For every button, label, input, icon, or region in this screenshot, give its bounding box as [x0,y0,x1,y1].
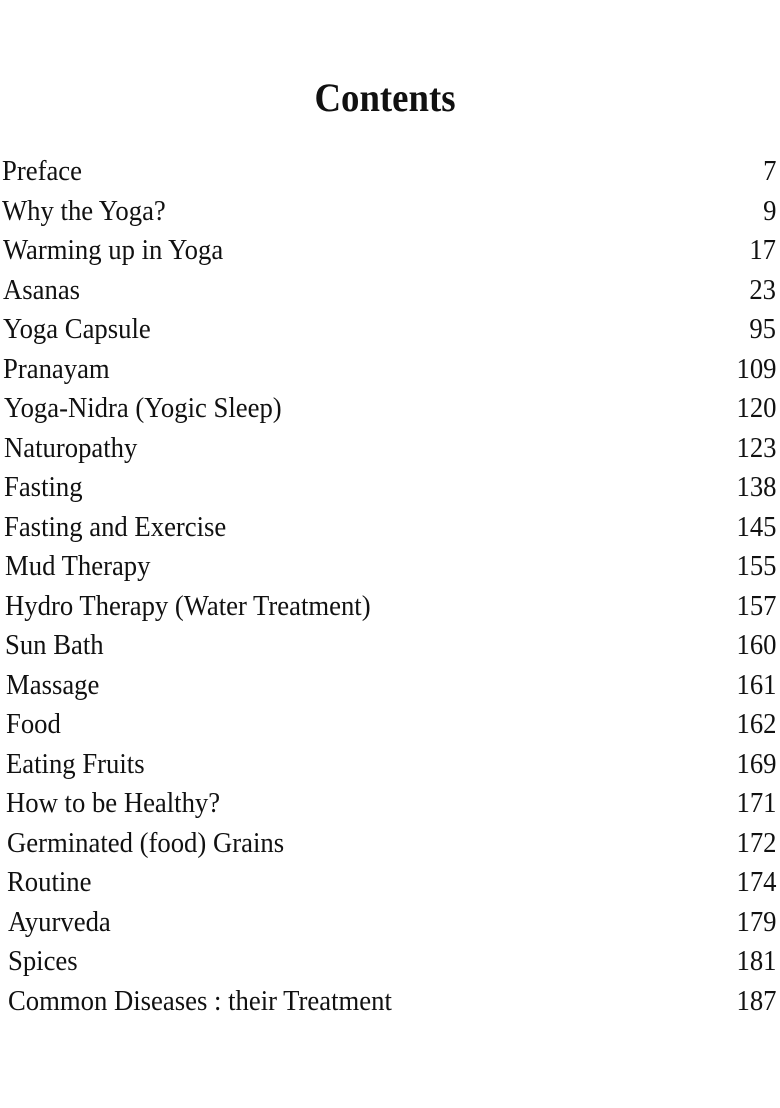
table-of-contents [0,152,780,1021]
toc-entry-label: Preface [2,155,82,187]
toc-entry-label: Hydro Therapy (Water Treatment) [5,589,371,622]
toc-entry-label: Sun Bath [5,629,104,661]
toc-entry-page: 155 [735,550,776,582]
toc-entry [0,745,780,785]
toc-entry [0,942,780,982]
toc-entry [0,626,780,666]
toc-entry-page: 9 [762,194,776,227]
toc-entry-label: Pranayam [3,352,110,385]
toc-entry-label: Naturopathy [4,431,138,464]
toc-entry-page: 17 [749,234,776,266]
toc-entry-page: 174 [735,866,776,898]
toc-entry-page: 160 [735,629,776,661]
toc-entry-label: Asanas [3,273,81,306]
toc-entry-label: Routine [7,866,92,898]
toc-entry [0,784,780,824]
toc-entry-label: Fasting and Exercise [4,510,227,543]
toc-entry-label: Fasting [4,471,83,503]
toc-entry-label: Eating Fruits [6,747,145,780]
toc-entry [0,508,780,548]
toc-entry-page: 172 [735,826,776,859]
toc-entry [0,547,780,587]
toc-entry-page: 23 [749,273,776,306]
toc-entry [0,587,780,627]
toc-entry-page: 145 [735,510,776,543]
toc-entry [0,824,780,864]
toc-entry-page: 138 [735,471,776,503]
toc-entry-page: 162 [735,708,776,740]
toc-entry-page: 123 [735,431,776,464]
toc-entry-label: Germinated (food) Grains [7,826,285,859]
toc-entry-page: 179 [735,905,776,938]
toc-entry [0,903,780,943]
toc-entry-page: 187 [735,984,776,1017]
toc-entry-label: Mud Therapy [5,550,151,582]
toc-entry [0,468,780,508]
page-title: Contents [314,75,456,120]
toc-entry-label: Massage [6,668,100,701]
toc-entry-page: 171 [735,787,776,819]
toc-entry-label: Common Diseases : their Treatment [8,984,392,1017]
toc-entry [0,666,780,706]
toc-entry-page: 157 [735,589,776,622]
toc-entry [0,863,780,903]
toc-entry-label: Ayurveda [8,905,111,938]
toc-entry-page: 95 [749,313,776,345]
toc-entry [0,152,780,192]
toc-entry-label: Yoga Capsule [3,313,151,345]
toc-entry-page: 7 [762,155,776,187]
toc-entry-label: Food [6,708,61,740]
toc-entry-label: Warming up in Yoga [3,234,224,266]
toc-entry-label: How to be Healthy? [6,787,221,819]
toc-entry-page: 109 [735,352,776,385]
toc-entry [0,429,780,469]
toc-entry [0,310,780,350]
toc-entry [0,982,780,1022]
toc-entry [0,192,780,232]
toc-entry-page: 181 [735,945,776,977]
toc-entry-page: 120 [735,392,776,424]
toc-entry-label: Spices [8,945,78,977]
toc-entry-label: Why the Yoga? [2,194,166,227]
toc-entry [0,350,780,390]
toc-entry [0,271,780,311]
toc-entry [0,389,780,429]
toc-entry-label: Yoga-Nidra (Yogic Sleep) [4,392,282,424]
toc-entry-page: 169 [735,747,776,780]
toc-entry [0,705,780,745]
toc-entry-page: 161 [735,668,776,701]
toc-entry [0,231,780,271]
